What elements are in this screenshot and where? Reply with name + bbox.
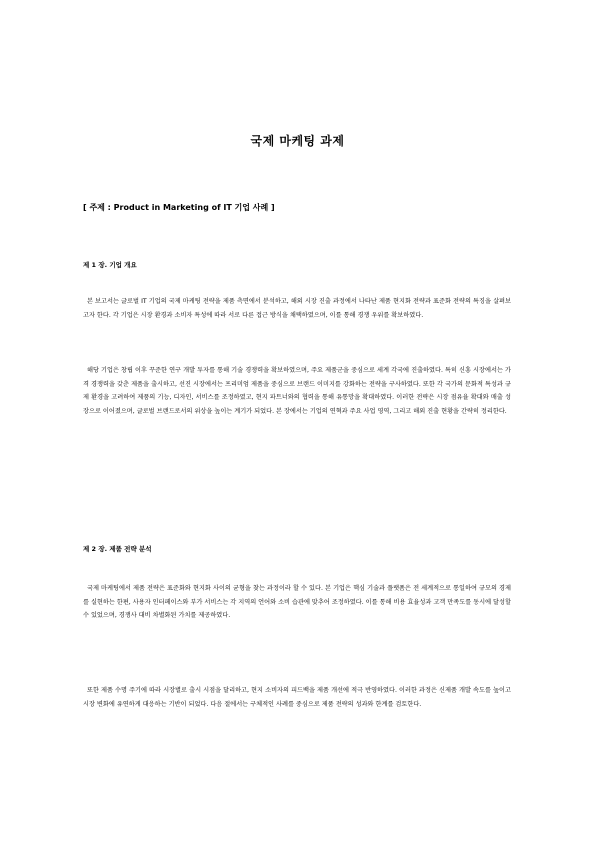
section-heading-2: 제 2 장. 제품 전략 분석 <box>83 545 152 553</box>
section-2-paragraph-1: 국제 마케팅에서 제품 전략은 표준화와 현지화 사이의 균형을 찾는 과정이라 할 수 있다. 본 기업은 핵심 기술과 플랫폼은 전 세계적으로 통일하여 규모의 경제를 실현하는 한편, 사용자 인터페이스와 부가 서비스는 각 지역의 언어와 소비 습관에 맞추어 조정하였다. 이를 통해 비용 효율성과 고객 만족도를 동시에 달성할 수 있었으며, 경쟁사 대비 차별화된 가치를 제공하였다. <box>83 585 511 620</box>
subject-line: [ 주제 : Product in Marketing of IT 기업 사례 ] <box>83 203 275 212</box>
section-1-paragraph-1: 본 보고서는 글로벌 IT 기업의 국제 마케팅 전략을 제품 측면에서 분석하고, 해외 시장 진출 과정에서 나타난 제품 현지화 전략과 표준화 전략의 특징을 살펴보고자 한다. 각 기업은 시장 환경과 소비자 특성에 따라 서로 다른 접근 방식을 채택하였으며, 이를 통해 경쟁 우위를 확보하였다. <box>83 298 511 319</box>
section-1-paragraph-2: 해당 기업은 창립 이후 꾸준한 연구 개발 투자를 통해 기술 경쟁력을 확보하였으며, 주요 제품군을 중심으로 세계 각국에 진출하였다. 특히 신흥 시장에서는 가격 경쟁력을 갖춘 제품을 출시하고, 선진 시장에서는 프리미엄 제품을 중심으로 브랜드 이미지를 강화하는 전략을 구사하였다. 또한 각 국가의 문화적 특성과 규제 환경을 고려하여 제품의 기능, 디자인, 서비스를 조정하였고, 현지 파트너와의 협력을 통해 유통망을 확대하였다. 이러한 전략은 시장 점유율 확대와 매출 성장으로 이어졌으며, 글로벌 브랜드로서의 위상을 높이는 계기가 되었다. 본 장에서는 기업의 연혁과 주요 사업 영역, 그리고 해외 진출 현황을 간략히 정리한다. <box>83 367 511 415</box>
section-2-paragraph-2: 또한 제품 수명 주기에 따라 시장별로 출시 시점을 달리하고, 현지 소비자의 피드백을 제품 개선에 적극 반영하였다. 이러한 과정은 신제품 개발 속도를 높이고 시장 변화에 유연하게 대응하는 기반이 되었다. 다음 절에서는 구체적인 사례를 중심으로 제품 전략의 성과와 한계를 검토한다. <box>83 687 511 708</box>
document-title: 국제 마케팅 과제 <box>250 134 345 148</box>
section-heading-1: 제 1 장. 기업 개요 <box>83 261 137 269</box>
